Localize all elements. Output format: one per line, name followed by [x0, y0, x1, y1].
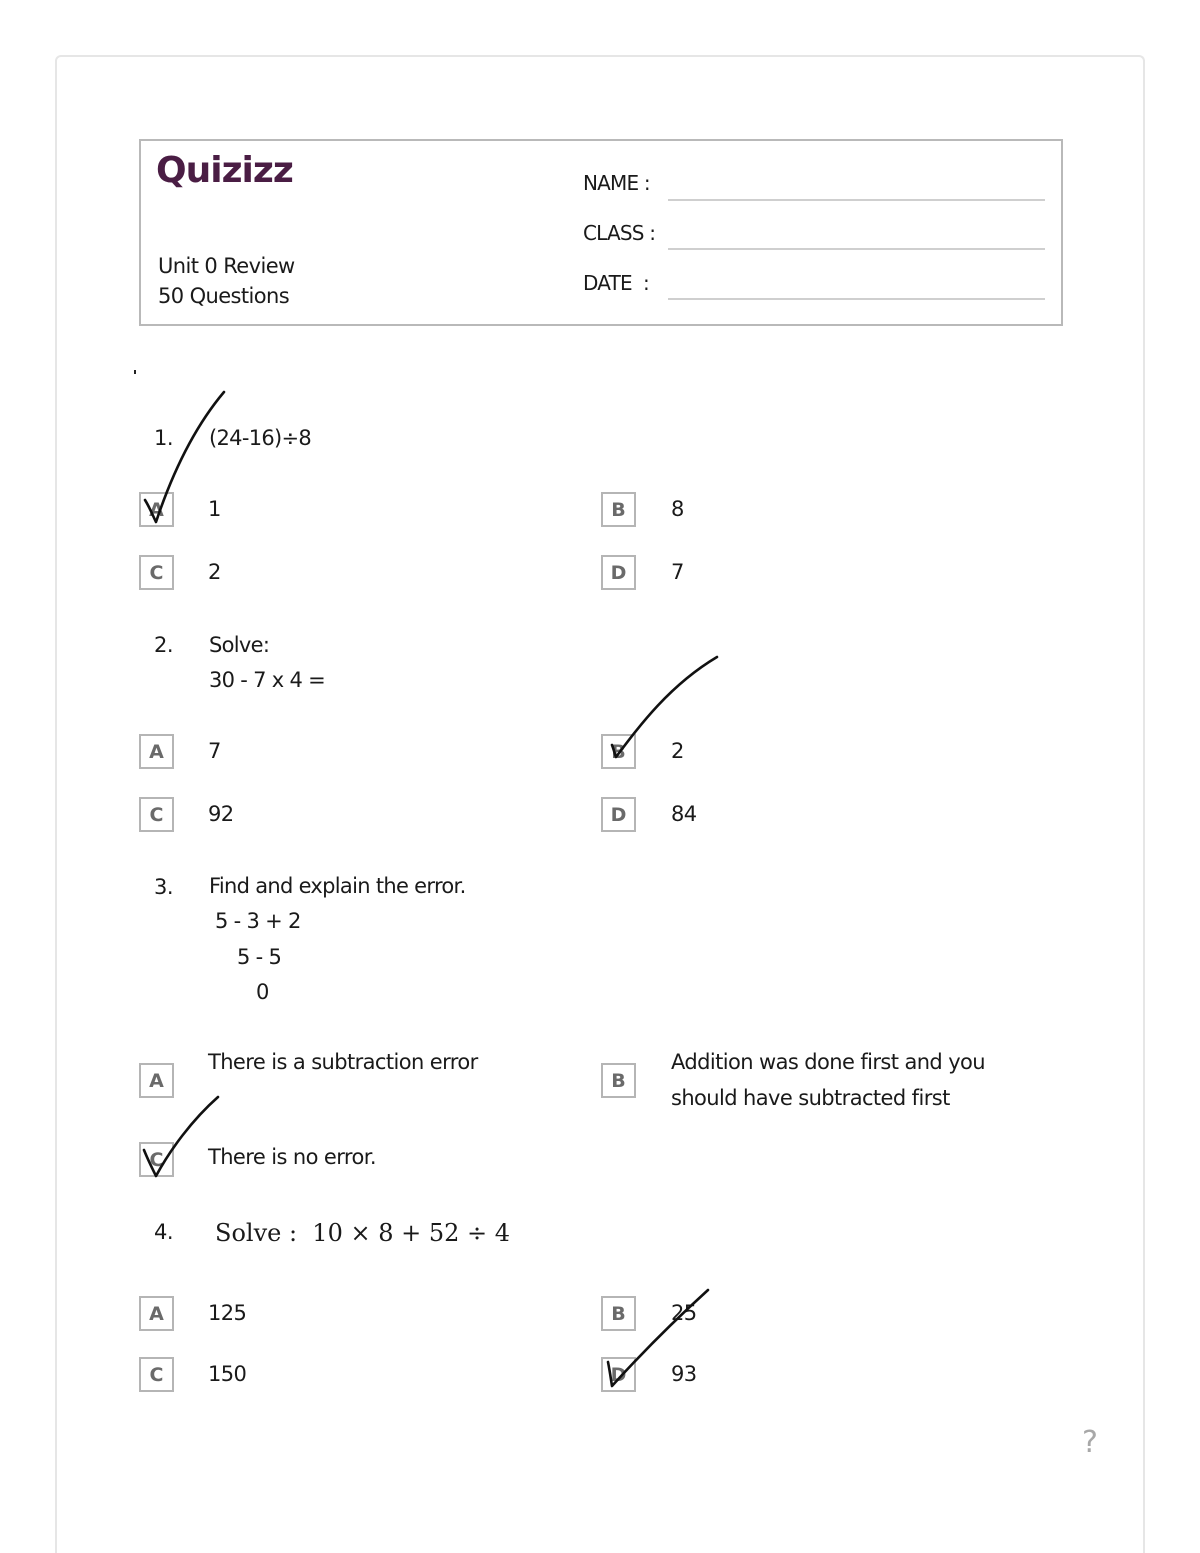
option-letter-box: C: [139, 797, 174, 832]
option-letter-box: A: [139, 1063, 174, 1098]
stray-mark: [134, 370, 136, 374]
option-letter-box: C: [139, 555, 174, 590]
option-letter-box: D: [601, 555, 636, 590]
option-letter-box: A: [139, 1296, 174, 1331]
option-letter-box: A: [139, 492, 174, 527]
option-text: 2: [671, 739, 684, 763]
quiz-title: Unit 0 Review: [158, 254, 295, 278]
option-text: Addition was done first and you: [671, 1050, 986, 1074]
class-line: [668, 248, 1045, 250]
date-label: DATE :: [583, 271, 649, 295]
class-label: CLASS :: [583, 221, 656, 245]
question-count: 50 Questions: [158, 284, 290, 308]
option-letter-box: B: [601, 492, 636, 527]
option-text: 84: [671, 802, 697, 826]
option-letter-box: B: [601, 1063, 636, 1098]
option-text: 150: [208, 1362, 247, 1386]
option-letter-box: C: [139, 1357, 174, 1392]
option-letter-box: A: [139, 734, 174, 769]
question-number: 3.: [154, 875, 174, 899]
option-text: 92: [208, 802, 234, 826]
question-text: Find and explain the error.: [209, 874, 466, 898]
option-letter-box: B: [601, 1296, 636, 1331]
option-text: There is a subtraction error: [208, 1050, 478, 1074]
question-text: 5 - 5: [237, 945, 282, 969]
name-line: [668, 199, 1045, 201]
option-text: 93: [671, 1362, 697, 1386]
option-letter-box: C: [139, 1142, 174, 1177]
question-number: 2.: [154, 633, 174, 657]
question-text: 0: [256, 980, 269, 1004]
option-text: 125: [208, 1301, 247, 1325]
question-number: 4.: [154, 1220, 174, 1244]
option-text: 25: [671, 1301, 697, 1325]
option-text: There is no error.: [208, 1145, 376, 1169]
option-letter-box: D: [601, 797, 636, 832]
question-text: Solve:: [209, 633, 270, 657]
question-number: 1.: [154, 426, 174, 450]
option-text: 1: [208, 497, 221, 521]
date-line: [668, 298, 1045, 300]
question-text: 5 - 3 + 2: [215, 909, 301, 933]
question-text: 30 - 7 x 4 =: [209, 668, 326, 692]
option-text: should have subtracted first: [671, 1086, 950, 1110]
option-letter-box: D: [601, 1357, 636, 1392]
help-icon[interactable]: ?: [1082, 1425, 1098, 1460]
option-letter-box: B: [601, 734, 636, 769]
question-text: Solve : 10 × 8 + 52 ÷ 4: [215, 1219, 511, 1247]
option-text: 7: [671, 560, 684, 584]
option-text: 7: [208, 739, 221, 763]
question-text: (24-16)÷8: [209, 426, 312, 450]
option-text: 8: [671, 497, 684, 521]
quizizz-logo: Quizizz: [156, 150, 293, 191]
option-text: 2: [208, 560, 221, 584]
name-label: NAME :: [583, 171, 650, 195]
